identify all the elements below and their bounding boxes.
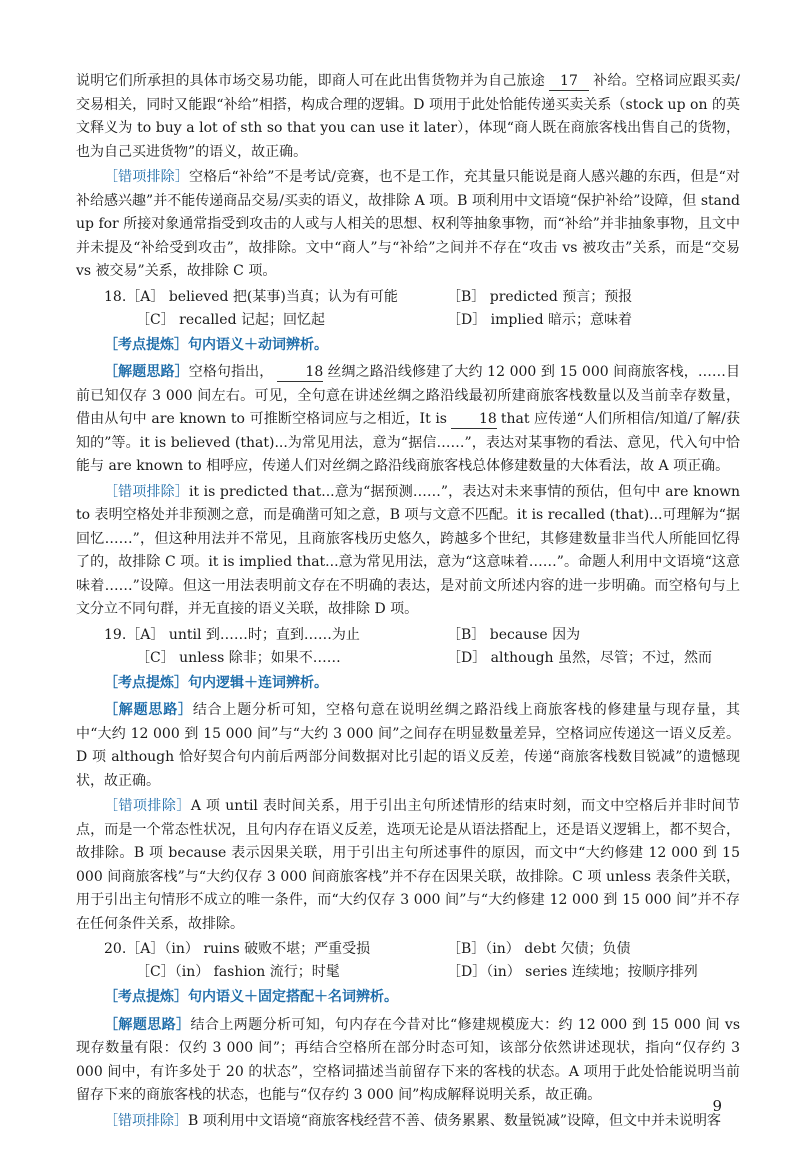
text: 结合上题分析可知，空格句意在说明丝绸之路沿线上商旅客栈的修建量与现存量，其中“大约 12 000 到 15 000 间”与“大约 3 000 间”之间存在明显数量差异，空格词应传递这一语义反差。D 项 although 恰好契合句内前后两部分间数据对比引起的语义反差，传递“商旅客栈数目锐减”的遗憾现状，故正确。	[76, 702, 741, 789]
tag-error-exclusion: ［错项排除］	[104, 169, 190, 185]
paragraph-17-exclusion	[76, 166, 740, 284]
q18-option-d: ［D］ implied 暗示；意味着	[447, 311, 633, 328]
paragraph-17-analysis	[76, 70, 740, 164]
blank-18: 18	[277, 363, 323, 382]
text: A 项 until 表时间关系，用于引出主句所述情形的结束时刻，而文中空格后并非时间节点，而是一个常态性状况，且句内存在语义反差，选项无论是从语法搭配上，还是语义逻辑上，都不契合，故排除。B 项 because 表示因果关联，用于引出主句所述事件的原因，而文中“大约修建 12 000 到 15 000 间商旅客栈”与“大约仅存 3 000 间商旅客栈”并不存在因果关联，故排除。C 项 unless 表条件关联，用于引出主句情形不成立的唯一条件，而“大约仅存 3 000 间”与“大约修建 12 000 到 15 000 间”并不存在任何条件关系，故排除。	[76, 798, 741, 932]
q19-key-point	[76, 672, 740, 696]
tag-error-exclusion: ［错项排除］	[104, 483, 189, 500]
q19-option-d: ［D］ although 虽然，尽管；不过，然而	[447, 649, 713, 666]
tag-key-point: ［考点提炼］	[104, 674, 188, 691]
text: 空格后“补给”不是考试/竞赛，也不是工作，充其量只能说是商人感兴趣的东西，但是“对补给感兴趣”并不能传递商品交易/买卖的语义，故排除 A 项。B 项利用中文语境“保护补给”设障，但 stand up for 所接对象通常指受到攻击的人或与人相关的思想、权利等抽象事物，而“补给”并非抽象事物，且文中并未提及“补给受到攻击”，故排除。文中“商人”与“补给”之间并不存在“攻击 vs 被攻击”关系，而是“交易 vs 被交易”关系，故排除 C 项。	[76, 169, 741, 279]
q18-option-b: ［B］ predicted 预言；预报	[447, 288, 633, 305]
q20-option-c: ［C］（in） fashion 流行；时髦	[136, 964, 340, 980]
q18-key-point	[76, 334, 740, 358]
text: 说明它们所承担的具体市场交易功能，即商人可在此出售货物并为自己旅途	[76, 73, 545, 89]
q20-option-a: 20.［A］（in） ruins 破败不堪；严重受损	[104, 941, 371, 957]
key-point-text: 句内语义＋动词辨析。	[188, 336, 328, 353]
q18-options-row2	[76, 309, 740, 332]
q20-key-point	[76, 986, 740, 1010]
q19-solution	[76, 699, 740, 793]
tag-key-point: ［考点提炼］	[104, 989, 188, 1005]
page-number: 9	[712, 1097, 722, 1115]
q18-solution	[76, 361, 740, 479]
tag-solution: ［解题思路］	[104, 702, 193, 718]
text: it is predicted that...意为“据预测……”，表达对未来事情的预估，但句中 are known to 表明空格处并非预测之意，而是确凿可知之意，B 项与文意不匹配。it is recalled (that)...可理解为“据回忆……”，但这种用法并不常见，且商旅客栈历史悠久，跨越多个世纪，其修建数量非当代人所能回忆得了的，故排除 C 项。it is implied that...意为常见用法，意为“这意味着……”。命题人利用中文语境“这意味着……”设障。但这一用法表明前文存在不明确的表达，是对前文所述内容的进一步明确。而空格句与上文分立不同句群，并无直接的语义关联，故排除 D 项。	[76, 483, 740, 617]
text: 空格句指出，	[188, 364, 274, 380]
tag-error-exclusion: ［错项排除］	[104, 1112, 188, 1129]
q20-options-row1	[76, 938, 740, 961]
tag-solution: ［解题思路］	[104, 1016, 191, 1033]
q20-option-d: ［D］（in） series 连续地；按顺序排列	[447, 964, 698, 980]
q20-solution	[76, 1014, 740, 1108]
blank-18: 18	[451, 410, 497, 429]
q18-option-a: 18.［A］ believed 把(某事)当真；认为有可能	[104, 288, 398, 305]
q19-exclusion	[76, 795, 740, 936]
text: 补给。空格词应跟买卖/交易相关，同时又能跟“补给”相搭，构成合理的逻辑。D 项用于此处恰能传递买卖关系（stock up on 的英文释义为 to buy a lot of sth so that you can use it later），体现“商人既在商旅客栈出售自己的货物，也为自己买进货物”的语义，故正确。	[76, 73, 741, 160]
q19-option-b: ［B］ because 因为	[447, 626, 581, 643]
q19-options-row2	[76, 647, 740, 670]
q18-exclusion	[76, 481, 740, 622]
text: B 项利用中文语境“商旅客栈经营不善、债务累累、数量锐减”设障，但文中并未说明客	[188, 1112, 722, 1129]
text: 结合上两题分析可知，句内存在今昔对比“修建规模庞大：约 12 000 到 15 000 间 vs 现存数量有限：仅约 3 000 间”；再结合空格所在部分时态可知，该部分依然讲述现状，指向“仅存约 3 000 间中，有许多处于 20 的状态”，空格词描述当前留存下来的客栈的状态。A 项用于此处恰能说明当前留存下来的商旅客栈的状态，也能与“仅存约 3 000 间”构成解释说明关系，故正确。	[76, 1016, 741, 1103]
tag-solution: ［解题思路］	[104, 364, 189, 380]
q19-options-row1	[76, 624, 740, 647]
q19-option-a: 19.［A］ until 到……时；直到……为止	[104, 626, 360, 643]
page-body	[76, 70, 740, 1135]
q18-options-row1	[76, 286, 740, 309]
tag-key-point: ［考点提炼］	[104, 336, 188, 353]
q20-options-row2	[76, 961, 740, 984]
text: 丝绸之路沿线修建了大约 12 000 到 15 000 间商旅客栈，……目前已知仅存 3 000 间左右。可见，全句意在讲述丝绸之路沿线最初所建商旅客栈数量以及当前幸存数量，借由从句中 are known to 可推断空格词应与之相近，It is	[76, 364, 741, 427]
tag-error-exclusion: ［错项排除］	[104, 798, 191, 814]
blank-17: 17	[549, 72, 589, 91]
text: that 应传递“人们所相信/知道/了解/获知的”等。it is believed (that)...为常见用法，意为“据信……”，表达对某事物的看法、意见，代入句中恰能与 are known to 相呼应，传递人们对丝绸之路沿线商旅客栈总体修建数量的大体看法，故 A 项正确。	[76, 411, 740, 474]
q19-option-c: ［C］ unless 除非；如果不……	[136, 649, 341, 666]
q20-option-b: ［B］（in） debt 欠债；负债	[447, 941, 631, 957]
key-point-text: 句内语义＋固定搭配＋名词辨析。	[188, 989, 398, 1005]
q18-option-c: ［C］ recalled 记起；回忆起	[136, 311, 325, 328]
key-point-text: 句内逻辑＋连词辨析。	[188, 674, 328, 691]
q20-exclusion	[76, 1110, 740, 1134]
